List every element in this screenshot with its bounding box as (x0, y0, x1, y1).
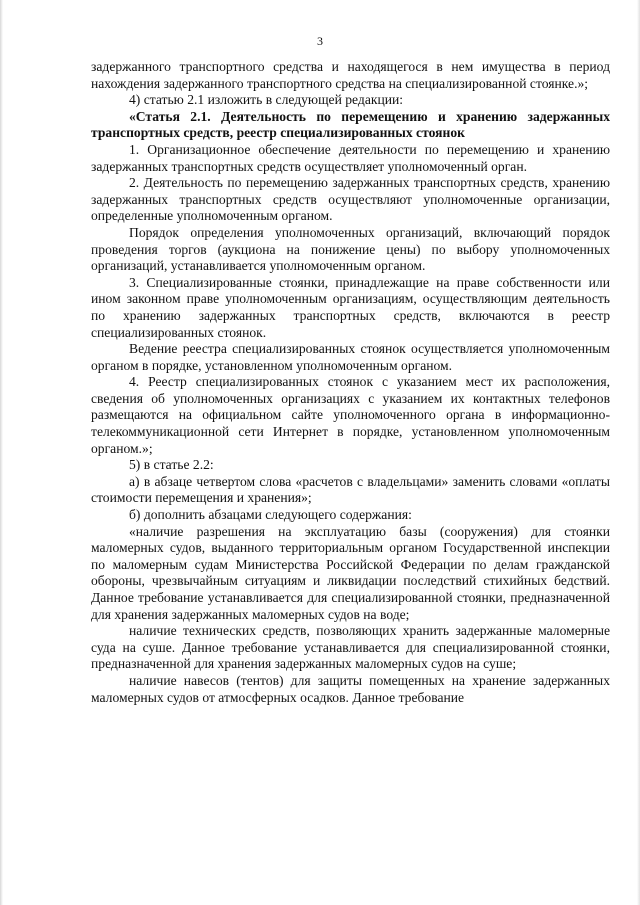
paragraph-subitem-a: а) в абзаце четвертом слова «расчетов с владельцами» заменить словами «оплаты стоимости перемещения и хранения»; (91, 473, 610, 506)
paragraph-continuation: задержанного транспортного средства и находящегося в нем имущества в период нахождения задержанного транспортного средства на специализированной стоянке.»; (91, 59, 610, 91)
paragraph-clause-1: 1. Организационное обеспечение деятельности по перемещению и хранению задержанных транспортных средств осуществляет уполномоченный орган. (91, 141, 610, 174)
paragraph-permit: «наличие разрешения на эксплуатацию базы (сооружения) для стоянки маломерных судов, выданного территориальным органом Государственной инспекции по маломерным судам Министерства Российской Федерации по делам гражданской обороны, чрезвычайным ситуациям и ликвидации последствий стихийных бедствий. Данное требование устанавливается для специализированной стоянки, предназначенной для хранения задержанных маломерных судов на воде; (91, 523, 610, 622)
paragraph-subitem-b: б) дополнить абзацами следующего содержания: (129, 507, 412, 523)
paragraph-clause-4: 4. Реестр специализированных стоянок с указанием мест их расположения, сведения об уполномоченных организациях с указанием их контактных телефонов размещаются на официальном сайте уполномоченного органа в информационно-телекоммуникационной сети Интернет в порядке, установленном уполномоченным органом.»; (91, 374, 610, 456)
article-heading: «Статья 2.1. Деятельность по перемещению и хранению задержанных транспортных средств, реестр специализированных стоянок (91, 108, 610, 141)
paragraph-clause-3: 3. Специализированные стоянки, принадлежащие на праве собственности или ином законном праве уполномоченным организациям, осуществляющим деятельность по хранению задержанных транспортных средств, включаются в реестр специализированных стоянок. (91, 274, 610, 340)
paragraph-clause-2-order: Порядок определения уполномоченных организаций, включающий порядок проведения торгов (аукциона на понижение цены) по выбору уполномоченных организаций, устанавливается уполномоченным органом. (91, 224, 610, 274)
paragraph-technical-means: наличие технических средств, позволяющих хранить задержанные маломерные суда на суше. Данное требование устанавливается для специализированной стоянки, предназначенной для хранения задержанных маломерных судов на суше; (91, 623, 610, 672)
paragraph-clause-2: 2. Деятельность по перемещению задержанных транспортных средств, хранению задержанных транспортных средств осуществляют уполномоченные организации, определенные уполномоченным органом. (91, 175, 610, 224)
paragraph-clause-3-registry: Ведение реестра специализированных стоянок осуществляется уполномоченным органом в порядке, установленном уполномоченным органом. (91, 341, 610, 373)
page-number: 3 (317, 34, 323, 48)
paragraph-canopies: наличие навесов (тентов) для защиты помещенных на хранение задержанных маломерных судов от атмосферных осадков. Данное требование (91, 672, 610, 705)
paragraph-item-5: 5) в статье 2.2: (129, 457, 214, 473)
paragraph-item-4: 4) статью 2.1 изложить в следующей редакции: (129, 92, 404, 108)
document-body (91, 59, 610, 706)
scan-edge-left (0, 0, 3, 905)
